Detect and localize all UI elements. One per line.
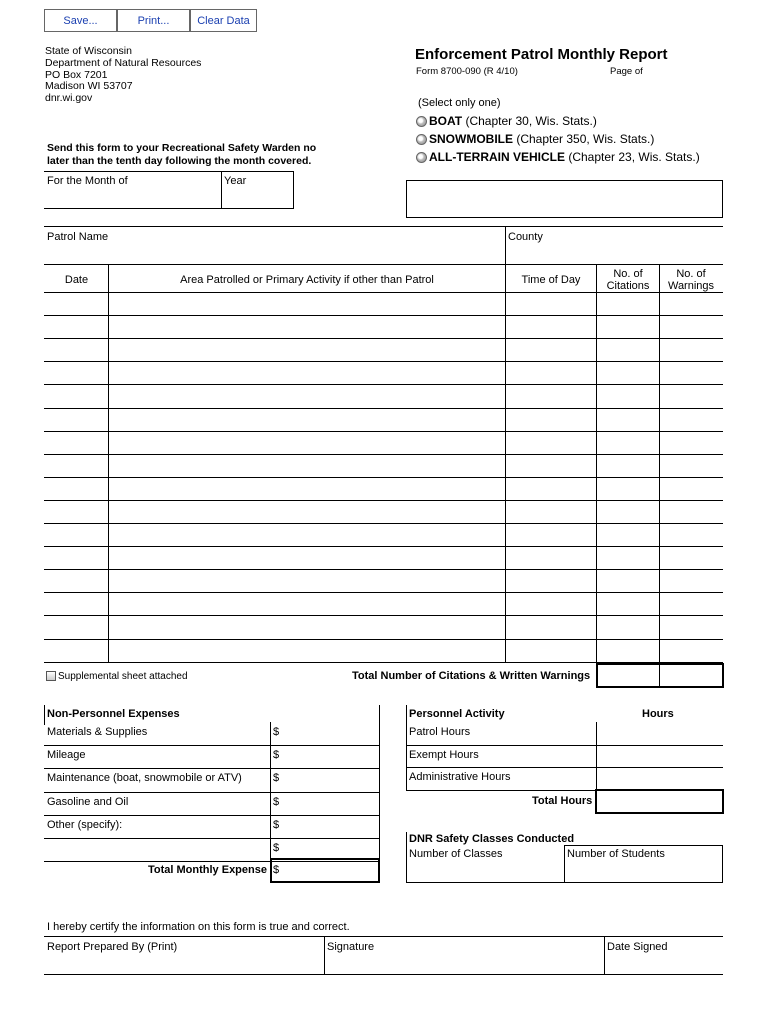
citations-cell[interactable] xyxy=(597,409,658,430)
citations-header: No. of Citations xyxy=(606,268,650,292)
area-cell[interactable] xyxy=(109,316,504,337)
area-cell[interactable] xyxy=(109,409,504,430)
time-cell[interactable] xyxy=(506,640,595,661)
citations-cell[interactable] xyxy=(597,385,658,406)
time-cell[interactable] xyxy=(506,385,595,406)
patrol-name-field[interactable] xyxy=(46,244,501,262)
prepared-by-field[interactable] xyxy=(46,954,321,972)
option-bold: ALL-TERRAIN VEHICLE xyxy=(429,150,565,164)
citations-cell[interactable] xyxy=(597,640,658,661)
time-cell[interactable] xyxy=(506,455,595,476)
time-cell[interactable] xyxy=(506,432,595,453)
send-notice xyxy=(47,142,316,168)
year-field[interactable] xyxy=(224,188,290,206)
time-cell[interactable] xyxy=(506,339,595,360)
citations-cell[interactable] xyxy=(597,455,658,476)
citations-cell[interactable] xyxy=(597,524,658,545)
personnel-label: Patrol Hours xyxy=(409,726,471,738)
vehicle-id-field[interactable] xyxy=(406,180,723,218)
personnel-title: Personnel Activity xyxy=(409,708,505,720)
supplemental-checkbox[interactable] xyxy=(46,671,56,681)
grid-line xyxy=(406,722,407,790)
time-header: Time of Day xyxy=(521,274,581,286)
time-cell[interactable] xyxy=(506,362,595,383)
citations-cell[interactable] xyxy=(597,362,658,383)
date-cell[interactable] xyxy=(45,616,107,637)
agency-line: PO Box 7201 xyxy=(45,68,108,81)
area-cell[interactable] xyxy=(109,385,504,406)
option-rest: (Chapter 23, Wis. Stats.) xyxy=(565,150,700,164)
expense-amount-field[interactable] xyxy=(283,723,378,744)
date-cell[interactable] xyxy=(45,339,107,360)
personnel-label: Exempt Hours xyxy=(409,749,479,761)
expense-amount-field[interactable] xyxy=(283,746,378,767)
date-signed-label: Date Signed xyxy=(607,941,668,953)
total-hours-label: Total Hours xyxy=(532,795,593,807)
date-cell[interactable] xyxy=(45,362,107,383)
send-notice-line: later than the tenth day following the month covered. xyxy=(47,155,312,167)
time-cell[interactable] xyxy=(506,409,595,430)
date-cell[interactable] xyxy=(45,640,107,661)
expense-label: Mileage xyxy=(47,749,86,761)
save-button[interactable]: Save... xyxy=(44,9,117,32)
warnings-cell[interactable] xyxy=(660,385,722,406)
expense-currency: $ xyxy=(273,749,280,761)
citations-cell[interactable] xyxy=(597,570,658,591)
signature-field[interactable] xyxy=(327,954,601,972)
time-cell[interactable] xyxy=(506,570,595,591)
area-cell[interactable] xyxy=(109,432,504,453)
agency-line: dnr.wi.gov xyxy=(45,92,93,105)
expense-currency: $ xyxy=(273,772,280,784)
agency-line: Department of Natural Resources xyxy=(45,56,202,69)
date-cell[interactable] xyxy=(45,593,107,614)
date-cell[interactable] xyxy=(45,501,107,522)
other-specify-field[interactable] xyxy=(46,839,268,860)
grid-line xyxy=(505,226,506,264)
time-cell[interactable] xyxy=(506,478,595,499)
citations-cell[interactable] xyxy=(597,339,658,360)
hours-field[interactable] xyxy=(598,746,722,766)
citations-cell[interactable] xyxy=(597,593,658,614)
area-cell[interactable] xyxy=(109,547,504,568)
warnings-cell[interactable] xyxy=(660,478,722,499)
area-cell[interactable] xyxy=(109,455,504,476)
signature-label: Signature xyxy=(327,941,375,953)
expense-amount-field[interactable] xyxy=(283,839,378,860)
hours-header: Hours xyxy=(642,708,674,720)
area-cell[interactable] xyxy=(109,339,504,360)
snowmobile-option xyxy=(429,132,654,146)
snowmobile-radio[interactable] xyxy=(416,134,427,145)
date-cell[interactable] xyxy=(45,455,107,476)
clear-data-button[interactable]: Clear Data xyxy=(190,9,257,32)
month-label: For the Month of xyxy=(47,175,128,187)
citations-cell[interactable] xyxy=(597,547,658,568)
area-cell[interactable] xyxy=(109,362,504,383)
grid-line xyxy=(596,722,597,790)
area-cell[interactable] xyxy=(109,616,504,637)
page-of: Page of xyxy=(610,66,643,77)
month-field[interactable] xyxy=(46,188,218,206)
time-cell[interactable] xyxy=(506,524,595,545)
agency-line: State of Wisconsin xyxy=(45,45,132,57)
expense-currency: $ xyxy=(273,819,280,831)
warnings-cell[interactable] xyxy=(660,593,722,614)
option-bold: SNOWMOBILE xyxy=(429,132,513,146)
grid-line xyxy=(270,722,271,861)
patrol-name-label: Patrol Name xyxy=(47,231,109,243)
citations-cell[interactable] xyxy=(597,432,658,453)
warnings-cell[interactable] xyxy=(660,362,722,383)
send-notice-line: Send this form to your Recreational Safety Warden no xyxy=(47,142,317,154)
total-citations-field[interactable] xyxy=(598,665,658,686)
date-cell[interactable] xyxy=(45,570,107,591)
time-cell[interactable] xyxy=(506,501,595,522)
warnings-cell[interactable] xyxy=(660,616,722,637)
atv-radio[interactable] xyxy=(416,152,427,163)
total-expense-currency: $ xyxy=(273,864,280,876)
area-cell[interactable] xyxy=(109,593,504,614)
total-citations-label: Total Number of Citations & Written Warnings xyxy=(352,670,591,682)
classes-title: DNR Safety Classes Conducted xyxy=(409,833,575,845)
area-cell[interactable] xyxy=(109,524,504,545)
expense-label: Gasoline and Oil xyxy=(47,796,129,808)
date-cell[interactable] xyxy=(45,316,107,337)
expenses-title: Non-Personnel Expenses xyxy=(47,708,180,720)
certify-statement: I hereby certify the information on this form is true and correct. xyxy=(47,921,350,933)
warnings-header: No. of Warnings xyxy=(667,268,715,292)
other-specify-field[interactable] xyxy=(150,816,268,837)
expense-amount-field[interactable] xyxy=(283,769,378,790)
county-label: County xyxy=(508,231,543,243)
date-cell[interactable] xyxy=(45,385,107,406)
time-cell[interactable] xyxy=(506,616,595,637)
citations-cell[interactable] xyxy=(597,478,658,499)
time-cell[interactable] xyxy=(506,547,595,568)
agency-line: Madison WI 53707 xyxy=(45,80,133,93)
time-cell[interactable] xyxy=(506,316,595,337)
total-expense-label: Total Monthly Expense xyxy=(148,864,267,876)
area-header: Area Patrolled or Primary Activity if other than Patrol xyxy=(180,274,434,286)
date-cell[interactable] xyxy=(45,432,107,453)
grid-line xyxy=(44,264,723,265)
date-cell[interactable] xyxy=(45,547,107,568)
warnings-cell[interactable] xyxy=(660,501,722,522)
hours-field[interactable] xyxy=(598,723,722,743)
grid-line xyxy=(379,722,380,861)
prepared-by-label: Report Prepared By (Print) xyxy=(47,941,178,953)
time-cell[interactable] xyxy=(506,593,595,614)
time-cell[interactable] xyxy=(506,293,595,314)
date-signed-field[interactable] xyxy=(607,954,721,972)
num-classes-field[interactable] xyxy=(408,862,562,880)
warnings-cell[interactable] xyxy=(660,293,722,314)
atv-option xyxy=(429,150,700,164)
warnings-cell[interactable] xyxy=(660,547,722,568)
expense-currency: $ xyxy=(273,796,280,808)
expense-label: Materials & Supplies xyxy=(47,726,148,738)
warnings-cell[interactable] xyxy=(660,316,722,337)
form-number: Form 8700-090 (R 4/10) xyxy=(416,66,518,77)
print-button[interactable]: Print... xyxy=(117,9,190,32)
expense-amount-field[interactable] xyxy=(283,793,378,814)
citations-cell[interactable] xyxy=(597,316,658,337)
warnings-cell[interactable] xyxy=(660,432,722,453)
page-title: Enforcement Patrol Monthly Report xyxy=(415,46,668,63)
county-field[interactable] xyxy=(508,244,720,262)
num-classes-label: Number of Classes xyxy=(409,848,503,860)
num-students-label: Number of Students xyxy=(567,848,665,860)
total-expense-field[interactable] xyxy=(283,860,377,881)
area-cell[interactable] xyxy=(109,570,504,591)
expense-label: Maintenance (boat, snowmobile or ATV) xyxy=(47,772,242,784)
date-cell[interactable] xyxy=(45,409,107,430)
boat-option xyxy=(429,114,597,128)
option-rest: (Chapter 30, Wis. Stats.) xyxy=(462,114,597,128)
option-rest: (Chapter 350, Wis. Stats.) xyxy=(513,132,655,146)
personnel-label: Administrative Hours xyxy=(409,771,511,783)
citations-cell[interactable] xyxy=(597,293,658,314)
area-cell[interactable] xyxy=(109,640,504,661)
total-warnings-field[interactable] xyxy=(661,665,722,686)
agency-address xyxy=(45,46,201,105)
date-cell[interactable] xyxy=(45,524,107,545)
boat-radio[interactable] xyxy=(416,116,427,127)
area-cell[interactable] xyxy=(109,501,504,522)
area-cell[interactable] xyxy=(109,478,504,499)
num-students-field[interactable] xyxy=(566,862,720,880)
date-cell[interactable] xyxy=(45,478,107,499)
expense-label: Other (specify): xyxy=(47,819,123,831)
year-label: Year xyxy=(224,175,247,187)
expense-currency: $ xyxy=(273,726,280,738)
date-header: Date xyxy=(64,274,89,286)
citations-cell[interactable] xyxy=(597,501,658,522)
warnings-cell[interactable] xyxy=(660,570,722,591)
expense-amount-field[interactable] xyxy=(283,816,378,837)
hours-field[interactable] xyxy=(598,768,722,788)
warnings-cell[interactable] xyxy=(660,455,722,476)
warnings-cell[interactable] xyxy=(660,339,722,360)
date-cell[interactable] xyxy=(45,293,107,314)
citations-cell[interactable] xyxy=(597,616,658,637)
warnings-cell[interactable] xyxy=(660,640,722,661)
expense-currency: $ xyxy=(273,842,280,854)
select-instruction: (Select only one) xyxy=(418,97,501,109)
warnings-cell[interactable] xyxy=(660,524,722,545)
area-cell[interactable] xyxy=(109,293,504,314)
supplemental-label: Supplemental sheet attached xyxy=(58,671,188,682)
total-hours-field[interactable] xyxy=(597,791,722,812)
option-bold: BOAT xyxy=(429,114,463,128)
warnings-cell[interactable] xyxy=(660,409,722,430)
